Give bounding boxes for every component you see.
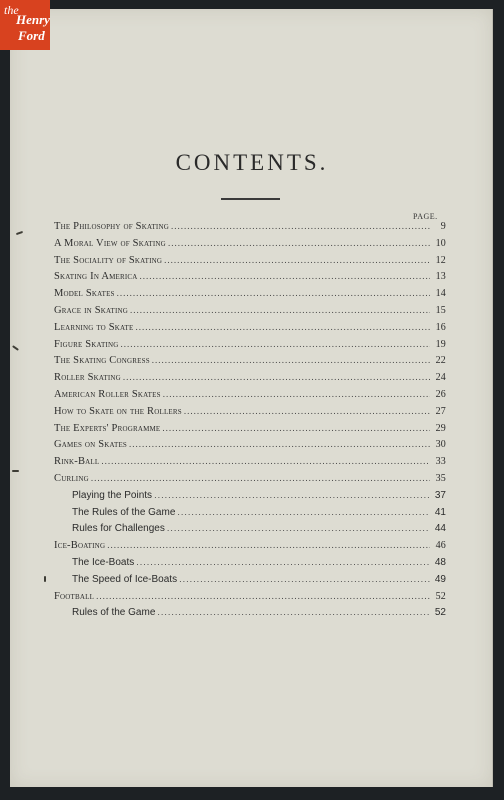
dot-leader <box>171 221 430 231</box>
contents-entry <box>54 423 446 440</box>
henry-ford-logo <box>0 0 50 50</box>
entry-title: Skating In America <box>54 271 138 283</box>
dot-leader <box>129 439 430 449</box>
logo-text-the: the <box>4 3 19 17</box>
entry-title: The Speed of Ice-Boats <box>72 573 178 585</box>
entry-title: Football <box>54 590 95 602</box>
contents-subentry <box>54 557 446 574</box>
dot-leader <box>177 507 430 517</box>
contents-entry <box>54 238 446 255</box>
dot-leader <box>121 339 430 349</box>
dot-leader <box>152 355 430 365</box>
entry-title: The Rules of the Game <box>72 506 176 518</box>
entry-page-number: 15 <box>435 304 446 316</box>
dot-leader <box>107 540 430 550</box>
entry-title: Model Skates <box>54 288 115 300</box>
entry-page-number: 30 <box>435 439 446 451</box>
entry-title: The Experts' Programme <box>54 422 161 434</box>
entry-title: Rules of the Game <box>72 607 156 619</box>
entry-title: The Sociality of Skating <box>54 254 163 266</box>
entry-title: How to Skate on the Rollers <box>54 405 182 417</box>
entry-page-number: 13 <box>435 271 446 283</box>
dot-leader <box>130 305 430 315</box>
ink-mark <box>12 470 19 472</box>
logo-text-ford: Ford <box>18 28 45 43</box>
dot-leader <box>154 490 430 500</box>
contents-entry <box>54 591 446 608</box>
contents-entry <box>54 439 446 456</box>
entry-title: The Ice-Boats <box>72 556 135 568</box>
entry-page-number: 52 <box>434 607 446 619</box>
entry-title: A Moral View of Skating <box>54 237 166 249</box>
entry-page-number: 46 <box>435 540 446 552</box>
entry-title: Learning to Skate <box>54 321 134 333</box>
dot-leader <box>162 423 430 433</box>
dot-leader <box>140 271 430 281</box>
entry-page-number: 22 <box>435 355 446 367</box>
entry-title: Rules for Challenges <box>72 523 165 535</box>
entry-page-number: 12 <box>435 254 446 266</box>
entry-page-number: 52 <box>435 590 446 602</box>
dot-leader <box>91 473 430 483</box>
ink-mark <box>44 576 46 582</box>
entry-page-number: 49 <box>434 573 446 585</box>
entry-page-number: 9 <box>440 221 446 232</box>
dot-leader <box>136 322 431 332</box>
entry-title: The Philosophy of Skating <box>54 221 169 232</box>
entry-page-number: 37 <box>434 489 446 501</box>
page-column-label: PAGE. <box>413 212 438 221</box>
contents-entry <box>54 221 446 238</box>
contents-entry <box>54 473 446 490</box>
contents-subentry <box>54 607 446 624</box>
entry-page-number: 24 <box>435 372 446 384</box>
contents-subentry <box>54 490 446 507</box>
contents-entry <box>54 540 446 557</box>
entry-title: Grace in Skating <box>54 304 128 316</box>
contents-entry <box>54 255 446 272</box>
dot-leader <box>123 372 430 382</box>
contents-entry <box>54 339 446 356</box>
contents-entry <box>54 456 446 473</box>
dot-leader <box>164 255 430 265</box>
dot-leader <box>163 389 430 399</box>
dot-leader <box>136 557 430 567</box>
entry-page-number: 16 <box>435 321 446 333</box>
entry-title: Roller Skating <box>54 372 121 384</box>
entry-page-number: 48 <box>434 556 446 568</box>
entry-title: Rink-Ball <box>54 456 100 468</box>
contents-entry <box>54 355 446 372</box>
entry-page-number: 29 <box>435 422 446 434</box>
entry-title: American Roller Skates <box>54 388 161 400</box>
contents-entry <box>54 389 446 406</box>
entry-page-number: 35 <box>435 472 446 484</box>
contents-entry <box>54 406 446 423</box>
logo-text-henry: Henry <box>16 12 50 27</box>
page-title: CONTENTS. <box>175 150 329 175</box>
dot-leader <box>157 607 430 617</box>
dot-leader <box>184 406 430 416</box>
entry-page-number: 33 <box>435 456 446 468</box>
entry-page-number: 44 <box>434 523 446 535</box>
entry-page-number: 27 <box>435 405 446 417</box>
entry-page-number: 19 <box>435 338 446 350</box>
entry-page-number: 10 <box>435 237 446 249</box>
entry-title: Curling <box>54 472 89 484</box>
entry-title: The Skating Congress <box>54 355 150 367</box>
entry-title: Games on Skates <box>54 439 128 451</box>
entry-page-number: 14 <box>435 288 446 300</box>
entry-title: Ice-Boating <box>54 540 106 552</box>
contents-subentry <box>54 523 446 540</box>
entry-title: Figure Skating <box>54 338 119 350</box>
contents-entry <box>54 322 446 339</box>
dot-leader <box>101 456 430 466</box>
contents-entry <box>54 372 446 389</box>
contents-list <box>54 221 446 624</box>
entry-page-number: 41 <box>434 506 446 518</box>
contents-entry <box>54 288 446 305</box>
dot-leader <box>168 238 430 248</box>
entry-page-number: 26 <box>435 388 446 400</box>
contents-subentry <box>54 507 446 524</box>
dot-leader <box>117 288 430 298</box>
contents-subentry <box>54 574 446 591</box>
contents-entry <box>54 305 446 322</box>
contents-entry <box>54 271 446 288</box>
dot-leader <box>167 523 430 533</box>
title-underline <box>221 198 280 200</box>
dot-leader <box>96 591 430 601</box>
dot-leader <box>179 574 430 584</box>
entry-title: Playing the Points <box>72 489 153 501</box>
